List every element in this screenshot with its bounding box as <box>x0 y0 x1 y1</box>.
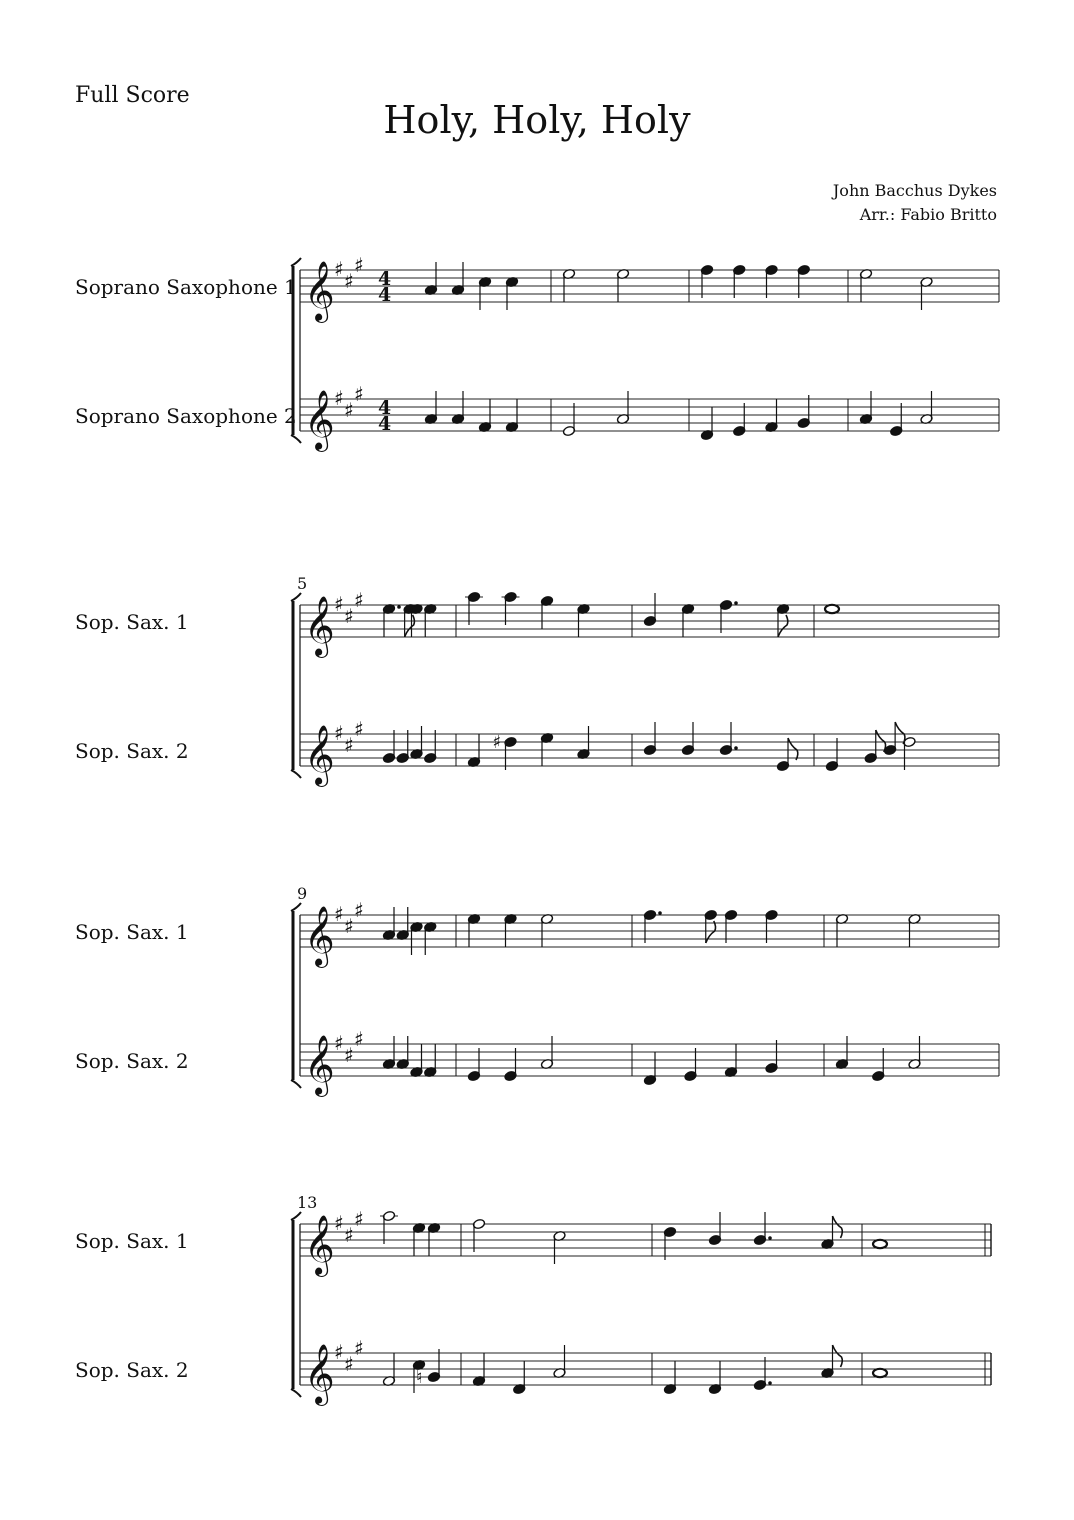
treble-clef: 𝄞 <box>304 725 335 785</box>
note-flag <box>876 730 886 752</box>
system-bracket-top <box>291 1212 301 1220</box>
treble-clef: 𝄞 <box>304 1035 335 1095</box>
key-signature-sharp: ♯ <box>354 1027 364 1051</box>
piece-title: Holy, Holy, Holy <box>383 98 691 142</box>
note-flag <box>706 921 716 943</box>
system-bracket-top <box>291 593 301 601</box>
treble-clef: 𝄞 <box>304 261 335 321</box>
key-signature-sharp: ♯ <box>354 717 364 741</box>
whole-note <box>825 605 839 613</box>
accidental: ♮ <box>416 1367 423 1388</box>
treble-clef: 𝄞 <box>304 596 335 656</box>
note-flag <box>895 722 905 744</box>
key-signature-sharp: ♯ <box>354 382 364 406</box>
key-signature-sharp: ♯ <box>344 398 354 422</box>
key-signature-sharp: ♯ <box>334 1211 344 1235</box>
key-signature-sharp: ♯ <box>354 1207 364 1231</box>
key-signature-sharp: ♯ <box>354 588 364 612</box>
key-signature-sharp: ♯ <box>334 1340 344 1364</box>
note-flag <box>405 615 415 637</box>
system-bracket-bottom <box>291 1389 301 1397</box>
key-signature-sharp: ♯ <box>334 592 344 616</box>
instrument-name: Sop. Sax. 2 <box>75 1358 189 1382</box>
augmentation-dot <box>734 601 738 605</box>
note-flag <box>833 1216 843 1238</box>
instrument-name: Sop. Sax. 1 <box>75 920 189 944</box>
key-signature-sharp: ♯ <box>344 914 354 938</box>
key-signature-sharp: ♯ <box>344 1352 354 1376</box>
treble-clef: 𝄞 <box>304 1215 335 1275</box>
time-signature-top: 4 <box>378 397 392 419</box>
measure-number: 5 <box>297 574 308 593</box>
measure-number: 13 <box>297 1193 318 1212</box>
measure-number: 9 <box>297 884 308 903</box>
arranger-credit: Arr.: Fabio Britto <box>859 205 997 224</box>
whole-note <box>873 1240 887 1248</box>
instrument-name: Sop. Sax. 2 <box>75 1049 189 1073</box>
treble-clef: 𝄞 <box>304 1344 335 1404</box>
augmentation-dot <box>768 1236 772 1240</box>
key-signature-sharp: ♯ <box>344 604 354 628</box>
augmentation-dot <box>397 605 401 609</box>
composer-credit: John Bacchus Dykes <box>832 181 997 200</box>
time-signature-bottom: 4 <box>378 413 392 435</box>
key-signature-sharp: ♯ <box>344 1223 354 1247</box>
key-signature-sharp: ♯ <box>334 902 344 926</box>
note-flag <box>778 615 788 637</box>
key-signature-sharp: ♯ <box>354 253 364 277</box>
augmentation-dot <box>734 746 738 750</box>
instrument-name: Sop. Sax. 1 <box>75 610 189 634</box>
instrument-name: Soprano Saxophone 2 <box>75 404 297 428</box>
note-flag <box>788 738 798 760</box>
key-signature-sharp: ♯ <box>344 1043 354 1067</box>
system-bracket-bottom <box>291 1080 301 1088</box>
key-signature-sharp: ♯ <box>354 898 364 922</box>
key-signature-sharp: ♯ <box>344 269 354 293</box>
key-signature-sharp: ♯ <box>334 721 344 745</box>
key-signature-sharp: ♯ <box>334 386 344 410</box>
system-bracket-bottom <box>291 770 301 778</box>
time-signature-top: 4 <box>378 268 392 290</box>
score-type-label: Full Score <box>75 83 190 108</box>
key-signature-sharp: ♯ <box>334 257 344 281</box>
accidental: ♯ <box>492 732 502 753</box>
instrument-name: Sop. Sax. 1 <box>75 1229 189 1253</box>
treble-clef: 𝄞 <box>304 390 335 450</box>
instrument-name: Soprano Saxophone 1 <box>75 275 297 299</box>
key-signature-sharp: ♯ <box>354 1336 364 1360</box>
note-flag <box>833 1345 843 1367</box>
augmentation-dot <box>658 911 662 915</box>
system-bracket-top <box>291 258 301 266</box>
key-signature-sharp: ♯ <box>334 1031 344 1055</box>
augmentation-dot <box>768 1381 772 1385</box>
whole-note <box>873 1369 887 1377</box>
instrument-name: Sop. Sax. 2 <box>75 739 189 763</box>
system-bracket-bottom <box>291 435 301 443</box>
system-bracket-top <box>291 903 301 911</box>
key-signature-sharp: ♯ <box>344 733 354 757</box>
time-signature-bottom: 4 <box>378 284 392 306</box>
treble-clef: 𝄞 <box>304 906 335 966</box>
